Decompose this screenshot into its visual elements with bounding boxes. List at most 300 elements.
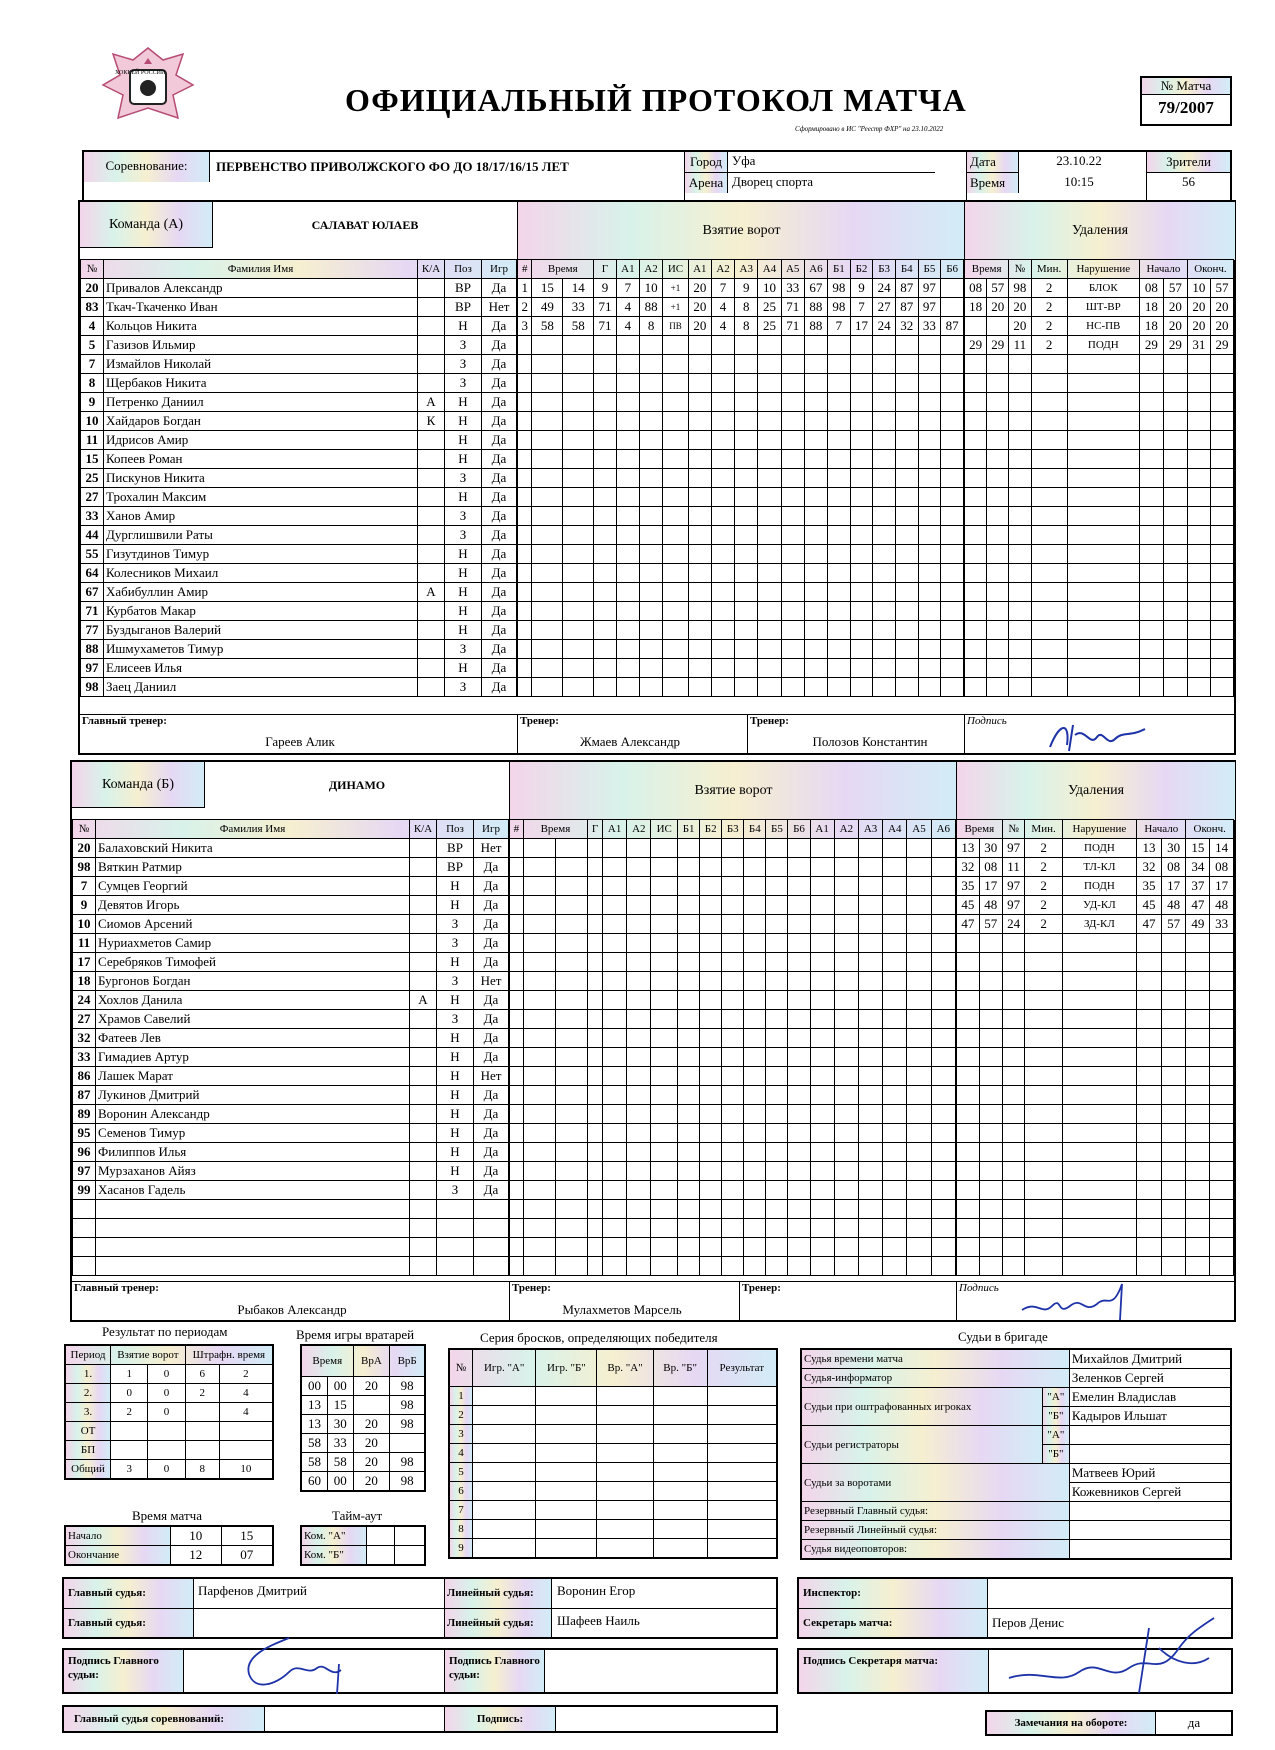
- empty-cell: [883, 1048, 907, 1067]
- empty-cell: [1031, 355, 1067, 374]
- empty-cell: [594, 412, 617, 431]
- empty-cell: [758, 412, 781, 431]
- empty-cell: [639, 659, 662, 678]
- empty-cell: [588, 1086, 603, 1105]
- empty-cell: [700, 1029, 722, 1048]
- player-captain-mark: [410, 1048, 437, 1067]
- goal-header-cell: А5: [781, 260, 804, 279]
- empty-cell: [563, 507, 594, 526]
- roster-header-cell: К/А: [410, 820, 437, 839]
- player-name: Копеев Роман: [104, 450, 418, 469]
- empty-cell: [895, 374, 918, 393]
- empty-cell: [781, 507, 804, 526]
- empty-cell: [1009, 412, 1031, 431]
- empty-cell: [96, 1257, 410, 1276]
- empty-cell: [563, 602, 594, 621]
- empty-cell: [873, 640, 896, 659]
- player-number: 44: [81, 526, 104, 545]
- empty-cell: [603, 991, 627, 1010]
- player-name: Сиомов Арсений: [96, 915, 410, 934]
- empty-cell: [1187, 488, 1210, 507]
- empty-cell: [651, 1029, 678, 1048]
- empty-cell: [1062, 1010, 1136, 1029]
- empty-cell: [895, 355, 918, 374]
- empty-cell: [532, 412, 563, 431]
- player-name: Фатеев Лев: [96, 1029, 410, 1048]
- empty-cell: [979, 1029, 1002, 1048]
- empty-cell: [1187, 374, 1210, 393]
- player-position: Н: [437, 1029, 474, 1048]
- empty-cell: [744, 1124, 766, 1143]
- goal-cell: 4: [616, 317, 639, 336]
- empty-cell: [941, 431, 964, 450]
- empty-cell: [1210, 526, 1233, 545]
- shootout-row-number: 6: [449, 1482, 473, 1501]
- empty-cell: [1187, 469, 1210, 488]
- player-played: Да: [482, 374, 517, 393]
- empty-cell: [1139, 488, 1163, 507]
- goal-cell: 71: [594, 317, 617, 336]
- empty-cell: [1187, 659, 1210, 678]
- empty-cell: [810, 1124, 834, 1143]
- goalies-header-cell: ВрБ: [390, 1345, 425, 1377]
- empty-cell: [834, 953, 858, 972]
- empty-cell: [1062, 1048, 1136, 1067]
- empty-cell: [965, 355, 987, 374]
- empty-cell: [931, 1086, 955, 1105]
- goal-header-cell: Б5: [766, 820, 788, 839]
- empty-cell: [828, 431, 851, 450]
- empty-cell: [594, 431, 617, 450]
- empty-cell: [941, 583, 964, 602]
- player-position: З: [445, 336, 482, 355]
- player-played: Нет: [474, 972, 509, 991]
- player-played: Да: [474, 915, 509, 934]
- empty-cell: [510, 991, 524, 1010]
- empty-cell: [1067, 545, 1139, 564]
- player-number: 87: [73, 1086, 96, 1105]
- empty-cell: [563, 526, 594, 545]
- empty-cell: [810, 991, 834, 1010]
- empty-cell: [711, 678, 734, 697]
- empty-cell: [722, 858, 744, 877]
- empty-cell: [1139, 374, 1163, 393]
- empty-cell: [883, 1257, 907, 1276]
- player-position: Н: [437, 1124, 474, 1143]
- empty-cell: [941, 488, 964, 507]
- empty-cell: [850, 374, 873, 393]
- player-number: 83: [81, 298, 104, 317]
- goal-cell: 27: [873, 298, 896, 317]
- player-captain-mark: [418, 317, 445, 336]
- player-number: 71: [81, 602, 104, 621]
- empty-cell: [711, 564, 734, 583]
- empty-cell: [711, 507, 734, 526]
- goal-cell: 33: [781, 279, 804, 298]
- goal-row: [518, 583, 964, 602]
- player-number: 20: [73, 839, 96, 858]
- penalty-cell: 29: [1139, 336, 1163, 355]
- empty-cell: [804, 374, 827, 393]
- empty-cell: [965, 564, 987, 583]
- empty-cell: [941, 336, 964, 355]
- empty-cell: [1186, 1048, 1210, 1067]
- empty-cell: [563, 488, 594, 507]
- empty-cell: [722, 839, 744, 858]
- empty-cell: [907, 1219, 931, 1238]
- empty-cell: [711, 488, 734, 507]
- empty-cell: [781, 412, 804, 431]
- empty-cell: [918, 393, 941, 412]
- empty-cell: [965, 659, 987, 678]
- empty-cell: [850, 640, 873, 659]
- empty-cell: [1062, 1162, 1136, 1181]
- player-number: 9: [81, 393, 104, 412]
- empty-cell: [744, 839, 766, 858]
- empty-cell: [850, 602, 873, 621]
- empty-cell: [603, 1029, 627, 1048]
- empty-cell: [804, 488, 827, 507]
- empty-cell: [555, 858, 587, 877]
- player-number: 27: [81, 488, 104, 507]
- player-position: Н: [437, 1143, 474, 1162]
- empty-cell: [1062, 972, 1136, 991]
- empty-cell: [907, 991, 931, 1010]
- roster-row: [73, 953, 509, 972]
- player-played: Да: [482, 279, 517, 298]
- empty-cell: [651, 896, 678, 915]
- empty-cell: [1025, 1105, 1062, 1124]
- empty-cell: [804, 678, 827, 697]
- period-label: ОТ: [65, 1422, 111, 1441]
- player-played: Да: [474, 1143, 509, 1162]
- penalty-cell: 20: [1187, 317, 1210, 336]
- empty-cell: [594, 583, 617, 602]
- empty-cell: [758, 431, 781, 450]
- empty-cell: [1187, 678, 1210, 697]
- empty-cell: [474, 1219, 509, 1238]
- goal-cell: 20: [688, 279, 711, 298]
- player-captain-mark: А: [418, 583, 445, 602]
- empty-cell: [883, 1238, 907, 1257]
- empty-cell: [1137, 1010, 1162, 1029]
- arena-value: Дворец спорта: [732, 174, 814, 189]
- empty-cell: [700, 972, 722, 991]
- empty-cell: [711, 640, 734, 659]
- empty-cell: [700, 1143, 722, 1162]
- main-referee-1: Парфенов Дмитрий: [198, 1583, 308, 1598]
- empty-cell: [1067, 450, 1139, 469]
- penalty-cell: 49: [1186, 915, 1210, 934]
- empty-cell: [941, 678, 964, 697]
- empty-cell: [678, 1105, 700, 1124]
- team-a-name: САЛАВАТ ЮЛАЕВ: [311, 218, 419, 232]
- empty-cell: [523, 858, 555, 877]
- team-b-coach1: Мулахметов Марсель: [562, 1302, 682, 1317]
- empty-cell: [766, 991, 788, 1010]
- empty-cell: [850, 659, 873, 678]
- empty-cell: [907, 915, 931, 934]
- goal-cell: 49: [532, 298, 563, 317]
- player-captain-mark: [410, 953, 437, 972]
- penalty-row: [965, 355, 1234, 374]
- empty-cell: [510, 915, 524, 934]
- roster-row: [81, 488, 517, 507]
- empty-cell: [555, 953, 587, 972]
- empty-cell: [1210, 1181, 1234, 1200]
- empty-cell: [536, 1482, 597, 1501]
- empty-cell: [616, 564, 639, 583]
- goalie-row: [301, 1377, 425, 1396]
- player-played: Да: [482, 545, 517, 564]
- empty-cell: [518, 431, 532, 450]
- empty-cell: [1187, 393, 1210, 412]
- empty-cell: [895, 545, 918, 564]
- empty-cell: [744, 1010, 766, 1029]
- empty-cell: [907, 1048, 931, 1067]
- roster-row: [73, 1086, 509, 1105]
- player-name: Хайдаров Богдан: [104, 412, 418, 431]
- empty-cell: [603, 1010, 627, 1029]
- empty-cell: [957, 1162, 980, 1181]
- empty-cell: [873, 678, 896, 697]
- empty-cell: [766, 1200, 788, 1219]
- empty-cell: [1163, 659, 1187, 678]
- shootout-row: [449, 1501, 777, 1520]
- goal-header-cell: А1: [810, 820, 834, 839]
- empty-cell: [918, 431, 941, 450]
- empty-cell: [688, 678, 711, 697]
- empty-cell: [907, 896, 931, 915]
- empty-cell: [735, 602, 758, 621]
- empty-cell: [639, 545, 662, 564]
- empty-cell: [804, 602, 827, 621]
- empty-cell: [663, 583, 689, 602]
- empty-cell: [473, 1406, 536, 1425]
- player-played: Да: [482, 317, 517, 336]
- empty-cell: [918, 621, 941, 640]
- empty-cell: [663, 602, 689, 621]
- empty-cell: [918, 583, 941, 602]
- team-a-coach-signature: [1045, 717, 1155, 755]
- goal-header-cell: Б5: [918, 260, 941, 279]
- empty-cell: [1139, 640, 1163, 659]
- empty-cell: [555, 1048, 587, 1067]
- penalty-row: [965, 469, 1234, 488]
- penalty-cell: 97: [1002, 896, 1025, 915]
- empty-cell: [788, 1143, 810, 1162]
- player-position: З: [437, 1010, 474, 1029]
- empty-cell: [895, 431, 918, 450]
- empty-cell: [987, 374, 1009, 393]
- empty-cell: [563, 355, 594, 374]
- goal-row: [510, 1048, 956, 1067]
- empty-cell: [1067, 412, 1139, 431]
- empty-cell: [788, 991, 810, 1010]
- empty-cell: [1031, 469, 1067, 488]
- empty-cell: [810, 972, 834, 991]
- penalty-row: [957, 1219, 1234, 1238]
- goal-row: [518, 279, 964, 298]
- team-b-goals-table: [509, 819, 956, 1276]
- empty-cell: [1025, 1143, 1062, 1162]
- goal-header-cell: Время: [532, 260, 594, 279]
- empty-cell: [653, 1406, 707, 1425]
- empty-cell: [735, 374, 758, 393]
- player-played: Нет: [482, 298, 517, 317]
- empty-cell: [883, 934, 907, 953]
- empty-cell: [627, 839, 651, 858]
- empty-cell: [663, 678, 689, 697]
- empty-cell: [1067, 488, 1139, 507]
- goal-cell: 10: [639, 279, 662, 298]
- penalty-header-cell: Мин.: [1031, 260, 1067, 279]
- empty-cell: [735, 336, 758, 355]
- empty-cell: [555, 1143, 587, 1162]
- empty-cell: [678, 1257, 700, 1276]
- empty-cell: [1139, 583, 1163, 602]
- penalty-cell: 35: [957, 877, 980, 896]
- empty-cell: [1210, 450, 1233, 469]
- team-b-name: ДИНАМО: [328, 778, 386, 792]
- empty-cell: [1067, 621, 1139, 640]
- empty-cell: [96, 1238, 410, 1257]
- empty-cell: [766, 1067, 788, 1086]
- empty-cell: [1210, 431, 1233, 450]
- empty-cell: [1186, 1029, 1210, 1048]
- goal-cell: 25: [758, 317, 781, 336]
- empty-cell: [1031, 526, 1067, 545]
- goal-cell: 9: [594, 279, 617, 298]
- penalty-cell: 15: [1186, 839, 1210, 858]
- penalty-cell: 2: [1025, 858, 1062, 877]
- penalty-row: [957, 896, 1234, 915]
- empty-cell: [957, 1048, 980, 1067]
- penalty-cell: 2: [1031, 298, 1067, 317]
- empty-cell: [918, 640, 941, 659]
- empty-cell: [627, 877, 651, 896]
- player-played: Да: [474, 934, 509, 953]
- empty-cell: [473, 1444, 536, 1463]
- penalty-row: [957, 972, 1234, 991]
- empty-cell: [834, 1143, 858, 1162]
- team-a-label: Команда (А): [80, 202, 213, 248]
- empty-cell: [594, 450, 617, 469]
- empty-cell: [735, 564, 758, 583]
- empty-cell: [510, 972, 524, 991]
- penalty-cell: 11: [1002, 858, 1025, 877]
- empty-cell: [895, 659, 918, 678]
- empty-cell: [700, 1200, 722, 1219]
- empty-cell: [1210, 1124, 1234, 1143]
- goal-row: [510, 877, 956, 896]
- empty-cell: [1210, 545, 1233, 564]
- empty-cell: [957, 953, 980, 972]
- empty-cell: [987, 545, 1009, 564]
- player-position: ВР: [445, 298, 482, 317]
- empty-cell: [858, 1181, 882, 1200]
- empty-cell: [744, 858, 766, 877]
- empty-cell: [1187, 545, 1210, 564]
- player-captain-mark: [418, 336, 445, 355]
- empty-cell: [965, 374, 987, 393]
- penalty-cell: 20: [1187, 298, 1210, 317]
- empty-cell: [1025, 1257, 1062, 1276]
- empty-cell: [523, 1067, 555, 1086]
- penalty-cell: 08: [965, 279, 987, 298]
- player-name: Буздыганов Валерий: [104, 621, 418, 640]
- reserve-linesman: [1069, 1521, 1231, 1540]
- empty-cell: [711, 450, 734, 469]
- empty-cell: [663, 393, 689, 412]
- empty-cell: [1025, 1010, 1062, 1029]
- empty-cell: [588, 953, 603, 972]
- empty-cell: [1163, 507, 1187, 526]
- empty-cell: [603, 1143, 627, 1162]
- empty-cell: [555, 1105, 587, 1124]
- goal-cell: 71: [594, 298, 617, 317]
- empty-cell: [1210, 953, 1234, 972]
- empty-cell: [858, 915, 882, 934]
- empty-cell: [1186, 1105, 1210, 1124]
- empty-cell: [1137, 991, 1162, 1010]
- penalty-cell: 29: [1210, 336, 1233, 355]
- goalie-cell: 58: [301, 1453, 327, 1472]
- empty-cell: [510, 877, 524, 896]
- match-end-minutes: 07: [221, 1546, 273, 1566]
- player-captain-mark: [410, 896, 437, 915]
- empty-cell: [941, 602, 964, 621]
- player-played: Да: [474, 896, 509, 915]
- empty-cell: [651, 1105, 678, 1124]
- roster-header-cell: Поз: [445, 260, 482, 279]
- empty-cell: [810, 1048, 834, 1067]
- empty-cell: [597, 1406, 653, 1425]
- period-cell: [148, 1422, 185, 1441]
- empty-cell: [918, 469, 941, 488]
- goalies-header-cell: Время: [301, 1345, 353, 1377]
- roster-row: [73, 972, 509, 991]
- goal-header-cell: А2: [711, 260, 734, 279]
- empty-cell: [1210, 602, 1233, 621]
- registrar-a: [1069, 1426, 1231, 1445]
- empty-cell: [804, 450, 827, 469]
- empty-cell: [931, 839, 955, 858]
- empty-cell: [1139, 659, 1163, 678]
- player-played: Да: [482, 621, 517, 640]
- empty-cell: [781, 526, 804, 545]
- empty-cell: [828, 412, 851, 431]
- penalty-cell: 98: [1009, 279, 1031, 298]
- empty-cell: [744, 1048, 766, 1067]
- period-cell: 1: [111, 1365, 148, 1384]
- player-number: 95: [73, 1124, 96, 1143]
- period-cell: 3: [111, 1460, 148, 1480]
- empty-cell: [651, 972, 678, 991]
- empty-cell: [788, 896, 810, 915]
- empty-cell: [1009, 526, 1031, 545]
- empty-cell: [979, 1257, 1002, 1276]
- empty-cell: [1139, 412, 1163, 431]
- penalty-header-cell: Время: [957, 820, 1003, 839]
- roster-row: [81, 659, 517, 678]
- player-name: Идрисов Амир: [104, 431, 418, 450]
- empty-cell: [1067, 640, 1139, 659]
- shootout-row-number: 5: [449, 1463, 473, 1482]
- empty-cell: [663, 526, 689, 545]
- empty-cell: [1009, 450, 1031, 469]
- goal-row: [510, 1181, 956, 1200]
